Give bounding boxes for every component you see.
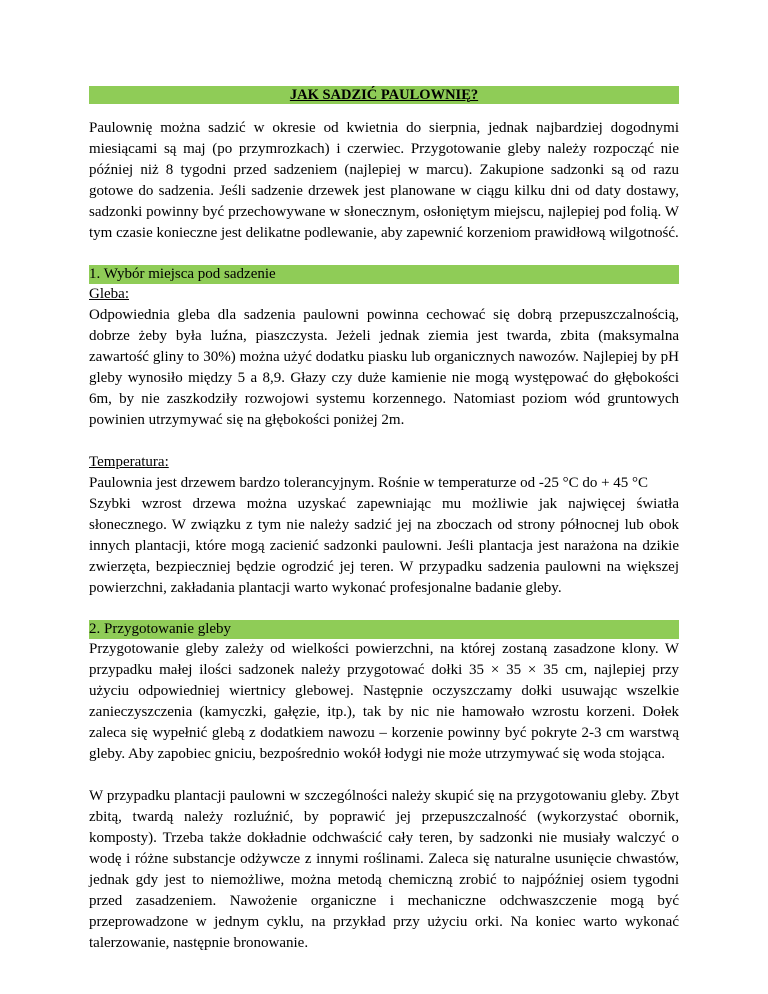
section-heading-site-selection: 1. Wybór miejsca pod sadzenie [89, 265, 679, 284]
intro-paragraph: Paulownię można sadzić w okresie od kwietnia do sierpnia, jednak najbardziej dogodnymi miesiącami są maj (po przymrozkach) i czerwiec. Przygotowanie gleby należy rozpocząć nie później niż 8 tygodni przed sadzeniem (najlepiej w marcu). Zakupione sadzonki są od razu gotowe do sadzenia. Jeśli sadzenie drzewek jest planowane w ciągu kilku dni od daty dostawy, sadzonki powinny być przechowywane w słonecznym, osłoniętym miejscu, najlepiej pod folią. W tym czasie konieczne jest delikatne podlewanie, aby zapewnić korzeniom prawidłową wilgotność. [89, 120, 679, 241]
section-heading-soil-preparation: 2. Przygotowanie gleby [89, 620, 679, 639]
temperature-subheading: Temperatura: [89, 454, 169, 470]
title-highlight [89, 86, 679, 104]
soil-paragraph: Odpowiednia gleba dla sadzenia paulowni powinna cechować się dobrą przepuszczalnością, dobrze żeby była luźna, piaszczysta. Jeżeli jednak ziemia jest twarda, zbita (maksymalna zawartość gliny to 30%) można użyć dodatku piasku lub organicznych nawozów. Najlepiej by pH gleby wynosiło między 5 a 8,9. Głazy czy duże kamienie nie mogą występować do głębokości 6m, by nie zaszkodziły rozwojowi systemu korzennego. Natomiast poziom wód gruntowych powinien utrzymywać się na głębokości poniżej 2m. [89, 307, 679, 428]
temperature-paragraph: Szybki wzrost drzewa można uzyskać zapewniając mu możliwie jak najwięcej światła słonecznego. W związku z tym nie należy sadzić jej na zboczach od strony północnej lub obok innych plantacji, które mogą zacienić sadzonki paulowni. Jeśli plantacja jest narażona na dzikie zwierzęta, bezpieczniej będzie ogrodzić jej teren. W przypadku sadzenia paulowni na większej powierzchni, zakładania plantacji warto wykonać profesjonalne badanie gleby. [89, 496, 679, 596]
document-page [89, 86, 679, 954]
soil-preparation-paragraph-2: W przypadku plantacji paulowni w szczególności należy skupić się na przygotowaniu gleby. Zbyt zbitą, twardą należy rozluźnić, by poprawić jej przepuszczalność (wykorzystać obornik, komposty). Trzeba także dokładnie odchwaścić cały teren, by sadzonki nie musiały walczyć o wodę i różne substancje odżywcze z innymi roślinami. Zaleca się naturalne usunięcie chwastów, jednak gdy jest to niemożliwe, można metodą chemiczną zrobić to najpóźniej osiem tygodni przed zasadzeniem. Nawożenie organiczne i mechaniczne odchwaszczenie mogą być przeprowadzone w jednym cyklu, na przykład przy użyciu orki. Na koniec warto wykonać talerzowanie, następnie bronowanie. [89, 788, 679, 951]
soil-preparation-paragraph-1: Przygotowanie gleby zależy od wielkości powierzchni, na której zostaną zasadzone klony. W przypadku małej ilości sadzonek należy przygotować dołki 35 × 35 × 35 cm, najlepiej przy użyciu odpowiedniej wiertnicy glebowej. Następnie oczyszczamy dołki usuwając wszelkie zanieczyszczenia (kamyczki, gałęzie, itp.), tak by nic nie hamowało wzrostu korzeni. Dołek zaleca się wypełnić glebą z dodatkiem nawozu – korzenie powinny być pokryte 2-3 cm warstwą gleby. Aby zapobiec gniciu, bezpośrednio wokół łodygi nie może utrzymywać się woda stojąca. [89, 641, 679, 762]
temperature-first-line: Paulownia jest drzewem bardzo tolerancyjnym. Rośnie w temperaturze od -25 °C do + 45 °C [89, 475, 649, 491]
soil-subheading: Gleba: [89, 286, 129, 302]
spacer [89, 431, 679, 452]
document-title: JAK SADZIĆ PAULOWNIĘ? [289, 87, 479, 103]
spacer [89, 765, 679, 786]
